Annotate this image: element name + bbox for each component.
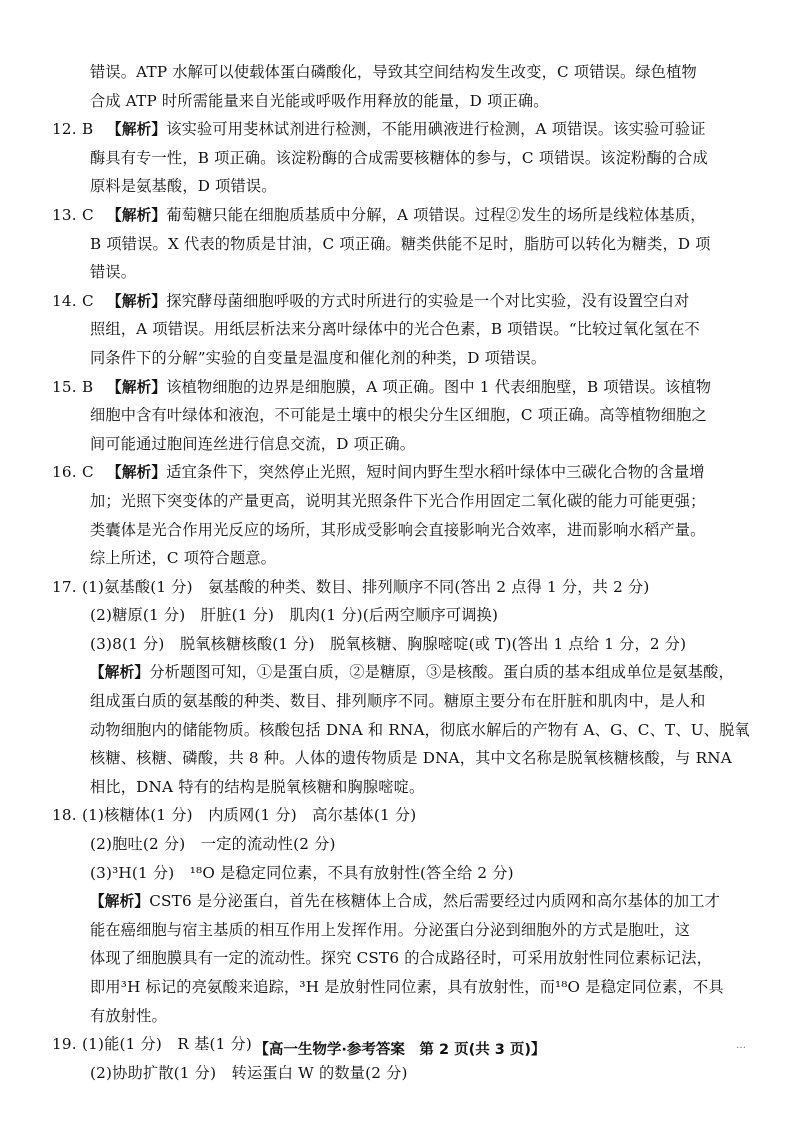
q19-number: 19.	[52, 1035, 77, 1054]
q15-text-1: 该植物细胞的边界是细胞膜，A 项正确。图中 1 代表细胞壁，B 项错误。该植物	[166, 377, 712, 396]
q14-text-1: 探究酵母菌细胞呼吸的方式时所进行的实验是一个对比实验，没有设置空白对	[166, 291, 690, 310]
q11-continued-line-1: 错误。ATP 水解可以使载体蛋白磷酸化，导致其空间结构发生改变，C 项错误。绿色植物	[90, 63, 697, 81]
q18-answer-3: (3)³H(1 分) ¹⁸O 是稳定同位素，不具有放射性(答全给 2 分)	[90, 863, 514, 882]
q16-line-4: 综上所述，C 项符合题意。	[90, 549, 277, 568]
q17-analysis-text-1: 分析题图可知，①是蛋白质，②是糖原，③是核酸。蛋白质的基本组成单位是氨基酸，	[149, 663, 734, 682]
q19-answer-1: (1)能(1 分) R 基(1 分)	[82, 1035, 252, 1054]
q18-analysis-line-5: 有放射性。	[90, 1006, 167, 1025]
q12-line-2: 酶具有专一性，B 项正确。该淀粉酶的合成需要核糖体的参与，C 项错误。该淀粉酶的合成	[90, 148, 708, 167]
q17-answer-2: (2)糖原(1 分) 肝脏(1 分) 肌肉(1 分)(后两空顺序可调换)	[90, 606, 499, 625]
q15-line-1	[52, 373, 756, 402]
q13-line-3: 错误。	[90, 263, 137, 282]
q17-analysis-line-4: 核糖、核糖、磷酸，共 8 种。人体的遗传物质是 DNA，其中文名称是脱氧核糖核酸，与 RNA	[90, 749, 732, 768]
footer-mark: …	[736, 1040, 746, 1051]
q13-text-1: 葡萄糖只能在细胞质基质中分解，A 项错误。过程②发生的场所是线粒体基质，	[166, 205, 706, 224]
q12-text-1: 该实验可用斐林试剂进行检测，不能用碘液进行检测，A 项错误。该实验可验证	[166, 120, 706, 139]
page-content	[52, 58, 756, 1087]
q12-answer: B	[82, 120, 94, 139]
q17-analysis-line-2: 组成蛋白质的氨基酸的种类、数目、排列顺序不同。糖原主要分布在肝脏和肌肉中，是人和	[90, 692, 706, 711]
q18-answer-2: (2)胞吐(2 分) 一定的流动性(2 分)	[90, 835, 336, 854]
q17-answer-1: (1)氨基酸(1 分) 氨基酸的种类、数目、排列顺序不同(答出 2 点得 1 分，共 2 分)	[82, 577, 650, 596]
q15-answer: B	[82, 377, 94, 396]
q17-analysis-line-5: 相比，DNA 特有的结构是脱氧核糖和胸腺嘧啶。	[90, 777, 425, 796]
q12-line-1	[52, 115, 756, 144]
q12-number: 12.	[52, 120, 77, 139]
q11-continued-line-2: 合成 ATP 时所需能量来自光能或呼吸作用释放的能量，D 项正确。	[90, 91, 549, 110]
q13-analysis-tag: 【解析】	[107, 206, 167, 224]
page-footer: 【高一生物学·参考答案 第 2 页(共 3 页)】	[254, 1042, 546, 1058]
q18-analysis-line-1	[52, 887, 756, 916]
q18-analysis-text-1: CST6 是分泌蛋白，首先在核糖体上合成，然后需要经过内质网和高尔基体的加工才	[149, 892, 721, 911]
q16-number: 16.	[52, 463, 77, 482]
q18-analysis-line-3: 体现了细胞膜具有一定的流动性。探究 CST6 的合成路径时，可采用放射性同位素标记法，	[90, 949, 713, 968]
q16-line-2: 加；光照下突变体的产量更高，说明其光照条件下光合作用固定二氧化碳的能力可能更强；	[90, 491, 706, 510]
q18-analysis-tag: 【解析】	[90, 893, 150, 911]
q17-line-1	[52, 573, 756, 602]
q18-answer-1: (1)核糖体(1 分) 内质网(1 分) 高尔基体(1 分)	[82, 806, 417, 825]
q15-analysis-tag: 【解析】	[107, 378, 167, 396]
q16-text-1: 适宜条件下，突然停止光照，短时间内野生型水稻叶绿体中三碳化合物的含量增	[166, 463, 705, 482]
q18-line-1	[52, 801, 756, 830]
q12-line-3: 原料是氨基酸，D 项错误。	[90, 177, 277, 196]
q17-number: 17.	[52, 577, 77, 596]
q13-number: 13.	[52, 205, 77, 224]
q18-analysis-line-4: 即用³H 标记的亮氨酸来追踪，³H 是放射性同位素，具有放射性，而¹⁸O 是稳定同位素，不具	[90, 978, 724, 996]
q18-analysis-line-2: 能在癌细胞与宿主基质的相互作用上发挥作用。分泌蛋白分泌到细胞外的方式是胞吐，这	[90, 920, 691, 939]
q17-analysis-line-3: 动物细胞内的储能物质。核酸包括 DNA 和 RNA，彻底水解后的产物有 A、G、C、T、U、脱氧	[90, 720, 750, 739]
q13-line-2: B 项错误。X 代表的物质是甘油，C 项正确。糖类供能不足时，脂肪可以转化为糖类，D 项	[90, 234, 711, 253]
q12-analysis-tag: 【解析】	[107, 121, 167, 139]
q17-analysis-tag: 【解析】	[90, 664, 150, 682]
q15-line-2: 细胞中含有叶绿体和液泡，不可能是土壤中的根尖分生区细胞，C 项正确。高等植物细胞之	[90, 406, 707, 425]
q16-analysis-tag: 【解析】	[107, 464, 167, 482]
q14-line-3: 同条件下的分解”实验的自变量是温度和催化剂的种类，D 项错误。	[90, 348, 547, 367]
q16-line-3: 类囊体是光合作用光反应的场所，其形成受影响会直接影响光合效率，进而影响水稻产量。	[90, 520, 706, 539]
q14-line-1	[52, 287, 756, 316]
q13-answer: C	[82, 205, 94, 224]
q18-number: 18.	[52, 806, 77, 825]
q17-answer-3: (3)8(1 分) 脱氧核糖核酸(1 分) 脱氧核糖、胸腺嘧啶(或 T)(答出 1 点给 1 分，2 分)	[90, 634, 687, 653]
q15-line-3: 间可能通过胞间连丝进行信息交流，D 项正确。	[90, 434, 416, 453]
q16-line-1	[52, 458, 756, 487]
q14-analysis-tag: 【解析】	[107, 292, 167, 310]
q13-line-1	[52, 201, 756, 230]
q15-number: 15.	[52, 377, 77, 396]
q14-line-2: 照组，A 项错误。用纸层析法来分离叶绿体中的光合色素，B 项错误。“比较过氧化氢在不	[90, 320, 700, 339]
q17-analysis-line-1	[52, 658, 756, 687]
q19-answer-2: (2)协助扩散(1 分) 转运蛋白 W 的数量(2 分)	[90, 1063, 408, 1082]
q16-answer: C	[82, 463, 94, 482]
q14-number: 14.	[52, 291, 77, 310]
q14-answer: C	[82, 291, 94, 310]
